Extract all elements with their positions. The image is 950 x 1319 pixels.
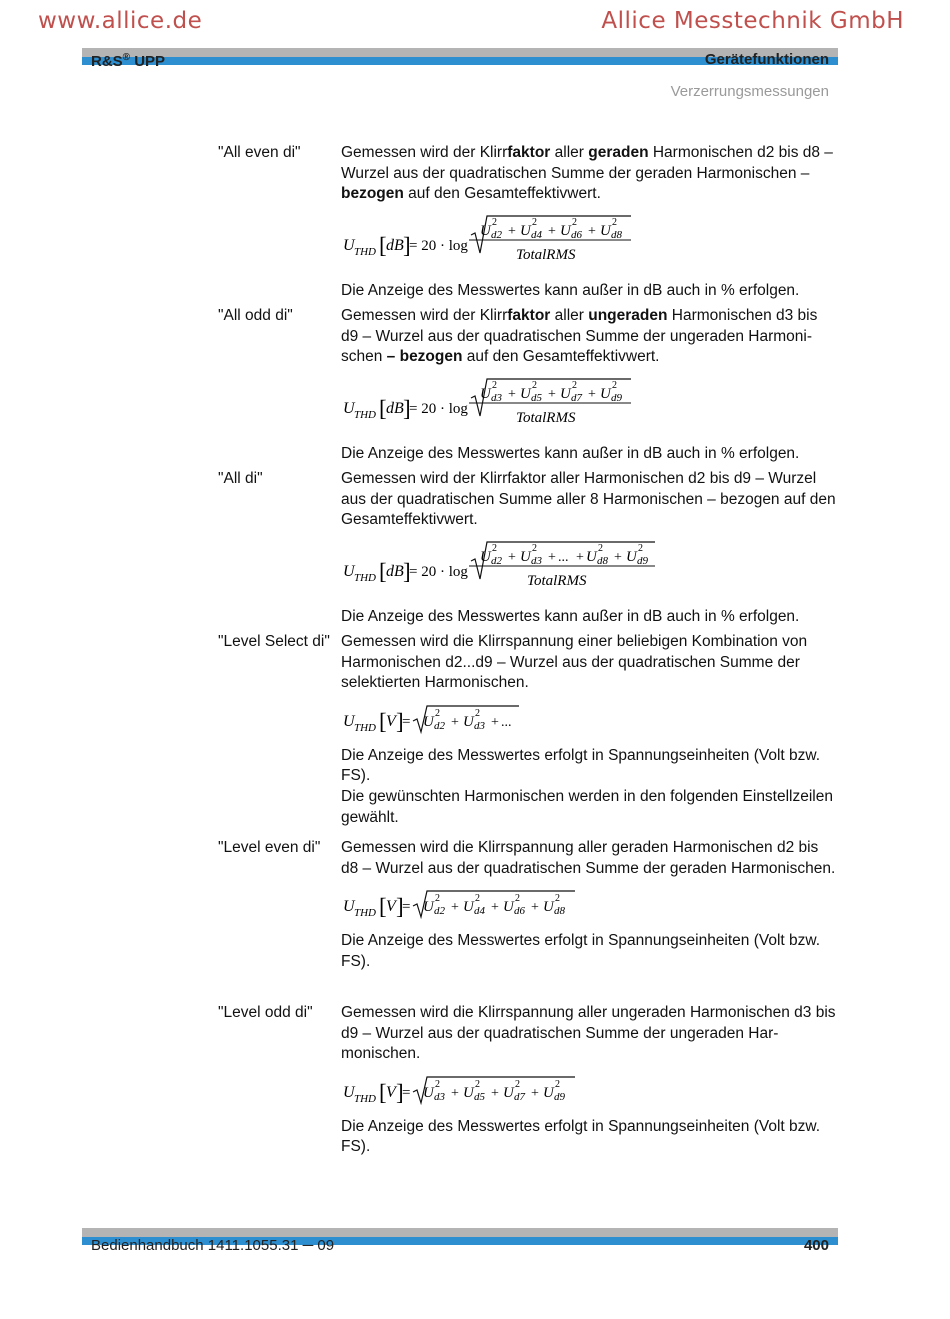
svg-text:d5: d5	[474, 1090, 485, 1103]
svg-text:dB: dB	[386, 562, 404, 580]
svg-text:U: U	[626, 548, 637, 565]
svg-text:U: U	[480, 385, 491, 402]
svg-text:U: U	[343, 898, 355, 916]
svg-text:+: +	[451, 900, 459, 916]
svg-text:d2: d2	[434, 719, 445, 732]
svg-text:+: +	[508, 386, 516, 402]
svg-text:U: U	[343, 562, 355, 580]
term-label: "Level Select di"	[218, 633, 330, 650]
svg-text:d2: d2	[434, 905, 445, 918]
svg-text:TotalRMS: TotalRMS	[527, 572, 587, 589]
svg-text:U: U	[586, 548, 597, 565]
svg-text:[: [	[379, 708, 387, 734]
svg-text:THD: THD	[354, 721, 377, 734]
unit-note: Die Anzeige des Messwertes kann außer in dB auch in % erfolgen.	[341, 281, 800, 299]
unit-note: Die Anzeige des Messwertes kann außer in dB auch in % erfolgen.	[341, 607, 800, 625]
svg-text:]: ]	[396, 894, 404, 920]
description-text: Gemessen wird der Klirrfaktor aller geraden Harmonischen d2 bis d8 – Wurzel aus der quadratischen Summe der geraden Harmonischen – bezogen auf den Gesamteffektivwert.	[341, 144, 833, 203]
svg-text:[: [	[379, 1079, 387, 1105]
svg-text:...: ...	[558, 549, 569, 565]
svg-text:+: +	[491, 1085, 499, 1101]
svg-text:d3: d3	[531, 554, 542, 567]
svg-text:]: ]	[396, 708, 404, 734]
svg-text:=: =	[402, 1084, 411, 1101]
svg-text:d9: d9	[611, 391, 622, 404]
manual-reference: Bedienhandbuch 1411.1055.31 ─ 09	[91, 1237, 335, 1254]
svg-text:2: 2	[532, 379, 537, 391]
svg-text:2: 2	[475, 707, 480, 719]
svg-text:[: [	[379, 395, 387, 421]
svg-text:d8: d8	[597, 554, 608, 567]
description-text: Gemessen wird die Klirrspannung einer beliebigen Kombination von Harmonischen d2...d9 – Wurzel aus der quadratischen Summe der selektierten Harmonischen.	[341, 633, 808, 692]
svg-text:U: U	[600, 222, 611, 239]
svg-text:TotalRMS: TotalRMS	[516, 409, 576, 426]
svg-text:U: U	[560, 385, 571, 402]
svg-text:V: V	[386, 712, 396, 730]
svg-text:...: ...	[501, 714, 512, 730]
svg-text:d6: d6	[571, 228, 582, 241]
term-label: "All di"	[218, 470, 263, 487]
svg-text:d3: d3	[434, 1090, 445, 1103]
svg-text:U: U	[520, 548, 531, 565]
svg-text:d5: d5	[531, 391, 542, 404]
svg-text:2: 2	[638, 542, 643, 554]
svg-text:d4: d4	[474, 905, 485, 918]
svg-text:U: U	[343, 236, 355, 254]
svg-text:2: 2	[475, 1078, 480, 1090]
svg-text:+: +	[451, 714, 459, 730]
svg-text:+: +	[531, 1085, 539, 1101]
svg-text:d3: d3	[491, 391, 502, 404]
svg-text:+: +	[531, 900, 539, 916]
svg-text:+: +	[548, 386, 556, 402]
svg-text:2: 2	[515, 893, 520, 905]
thd-v-formula-odd	[341, 1073, 838, 1109]
svg-text:=: =	[402, 713, 411, 730]
section-title: Gerätefunktionen	[704, 51, 829, 68]
svg-text:U: U	[520, 222, 531, 239]
selection-note: Die gewünschten Harmonischen werden in den folgenden Einstellzeilen gewählt.	[341, 787, 833, 826]
svg-text:THD: THD	[354, 408, 377, 421]
svg-text:2: 2	[532, 216, 537, 228]
term-label: "All even di"	[218, 144, 301, 161]
company-name: Allice Messtechnik GmbH	[601, 8, 904, 34]
svg-text:U: U	[423, 713, 434, 730]
description-text: Gemessen wird die Klirrspannung aller geraden Harmonischen d2 bis d8 – Wurzel aus der quadratischen Summe der geraden Harmonischen.	[341, 839, 836, 877]
svg-text:dB: dB	[386, 236, 404, 254]
description-text: Gemessen wird die Klirrspannung aller ungeraden Harmonischen d3 bis d9 – Wurzel aus der quadratischen Summe der ungeraden Harmonischen.	[341, 1004, 836, 1063]
svg-text:]: ]	[403, 232, 411, 258]
svg-text:U: U	[503, 899, 514, 916]
svg-text:d8: d8	[611, 228, 622, 241]
svg-text:V: V	[386, 898, 396, 916]
svg-text:THD: THD	[354, 571, 377, 584]
svg-text:d4: d4	[531, 228, 542, 241]
svg-text:+: +	[451, 1085, 459, 1101]
svg-text:U: U	[480, 222, 491, 239]
svg-text:THD: THD	[354, 907, 377, 920]
svg-text:d9: d9	[554, 1090, 565, 1103]
svg-text:= 20 · log: = 20 · log	[409, 237, 468, 254]
svg-text:+: +	[614, 549, 622, 565]
product-name: R&S® UPP	[91, 52, 166, 70]
svg-text:U: U	[463, 899, 474, 916]
entry-description	[341, 1003, 838, 1158]
svg-text:2: 2	[572, 379, 577, 391]
svg-text:+: +	[491, 900, 499, 916]
svg-text:U: U	[463, 1084, 474, 1101]
svg-text:U: U	[560, 222, 571, 239]
thd-v-formula-select	[341, 702, 838, 738]
svg-text:THD: THD	[354, 245, 377, 258]
svg-text:U: U	[423, 899, 434, 916]
svg-text:U: U	[463, 713, 474, 730]
svg-text:=: =	[402, 899, 411, 916]
entry-description	[341, 469, 838, 627]
svg-text:2: 2	[612, 216, 617, 228]
site-url[interactable]: www.allice.de	[38, 8, 203, 34]
term-label: "Level odd di"	[218, 1004, 313, 1021]
svg-text:d8: d8	[554, 905, 565, 918]
entry-description	[341, 143, 838, 301]
svg-text:U: U	[480, 548, 491, 565]
unit-note: Die Anzeige des Messwertes erfolgt in Spannungseinheiten (Volt bzw. FS).	[341, 746, 821, 785]
svg-text:U: U	[600, 385, 611, 402]
svg-text:2: 2	[515, 1078, 520, 1090]
entry-description	[341, 306, 838, 464]
thd-db-formula-even	[341, 213, 838, 275]
svg-text:d3: d3	[474, 719, 485, 732]
thd-db-formula-all	[341, 539, 838, 601]
svg-text:+: +	[491, 714, 499, 730]
svg-text:d7: d7	[571, 391, 582, 404]
svg-text:U: U	[543, 899, 554, 916]
svg-text:2: 2	[435, 893, 440, 905]
svg-text:+: +	[588, 386, 596, 402]
unit-note: Die Anzeige des Messwertes erfolgt in Spannungseinheiten (Volt bzw. FS).	[341, 1117, 821, 1156]
svg-text:2: 2	[492, 216, 497, 228]
svg-text:2: 2	[598, 542, 603, 554]
svg-text:U: U	[343, 1083, 355, 1101]
svg-text:]: ]	[403, 558, 411, 584]
svg-text:d2: d2	[491, 554, 502, 567]
svg-text:2: 2	[612, 379, 617, 391]
svg-text:+: +	[588, 223, 596, 239]
svg-text:2: 2	[555, 893, 560, 905]
svg-text:2: 2	[435, 1078, 440, 1090]
svg-text:+: +	[508, 549, 516, 565]
svg-text:]: ]	[396, 1079, 404, 1105]
svg-text:[: [	[379, 232, 387, 258]
subsection-title: Verzerrungsmessungen	[670, 83, 829, 100]
svg-text:2: 2	[532, 542, 537, 554]
svg-text:2: 2	[475, 893, 480, 905]
svg-text:2: 2	[435, 707, 440, 719]
svg-text:2: 2	[572, 216, 577, 228]
svg-text:]: ]	[403, 395, 411, 421]
svg-text:d9: d9	[637, 554, 648, 567]
unit-note: Die Anzeige des Messwertes kann außer in dB auch in % erfolgen.	[341, 444, 800, 462]
unit-note: Die Anzeige des Messwertes erfolgt in Spannungseinheiten (Volt bzw. FS).	[341, 932, 821, 970]
thd-db-formula-odd	[341, 376, 838, 438]
thd-v-formula-even	[341, 887, 838, 923]
page-number: 400	[803, 1237, 829, 1254]
svg-text:2: 2	[492, 379, 497, 391]
svg-text:[: [	[379, 894, 387, 920]
svg-text:U: U	[343, 399, 355, 417]
svg-text:2: 2	[492, 542, 497, 554]
svg-text:d2: d2	[491, 228, 502, 241]
svg-text:d6: d6	[514, 905, 525, 918]
description-text: Gemessen wird der Klirrfaktor aller Harmonischen d2 bis d9 – Wurzel aus der quadratischen Summe aller 8 Harmonischen – bezogen auf den Gesamteffektivwert.	[341, 470, 836, 529]
entry-description	[341, 632, 838, 828]
svg-text:= 20 · log: = 20 · log	[409, 563, 468, 580]
term-label: "Level even di"	[218, 839, 321, 856]
svg-text:THD: THD	[354, 1092, 377, 1105]
svg-text:+: +	[508, 223, 516, 239]
svg-text:dB: dB	[386, 399, 404, 417]
svg-text:+: +	[548, 549, 556, 565]
entry-description	[341, 838, 838, 972]
svg-text:U: U	[543, 1084, 554, 1101]
term-label: "All odd di"	[218, 307, 293, 324]
svg-text:2: 2	[555, 1078, 560, 1090]
svg-text:d7: d7	[514, 1090, 525, 1103]
svg-text:TotalRMS: TotalRMS	[516, 246, 576, 263]
svg-text:U: U	[503, 1084, 514, 1101]
svg-text:U: U	[423, 1084, 434, 1101]
svg-text:+: +	[576, 549, 584, 565]
svg-text:U: U	[520, 385, 531, 402]
description-text: Gemessen wird der Klirrfaktor aller ungeraden Harmonischen d3 bis d9 – Wurzel aus der quadratischen Summe der ungeraden Harmonischen – bezogen auf den Gesamteffektivwert.	[341, 307, 818, 366]
svg-text:[: [	[379, 558, 387, 584]
svg-text:V: V	[386, 1083, 396, 1101]
svg-text:+: +	[548, 223, 556, 239]
svg-text:= 20 · log: = 20 · log	[409, 400, 468, 417]
svg-text:U: U	[343, 712, 355, 730]
